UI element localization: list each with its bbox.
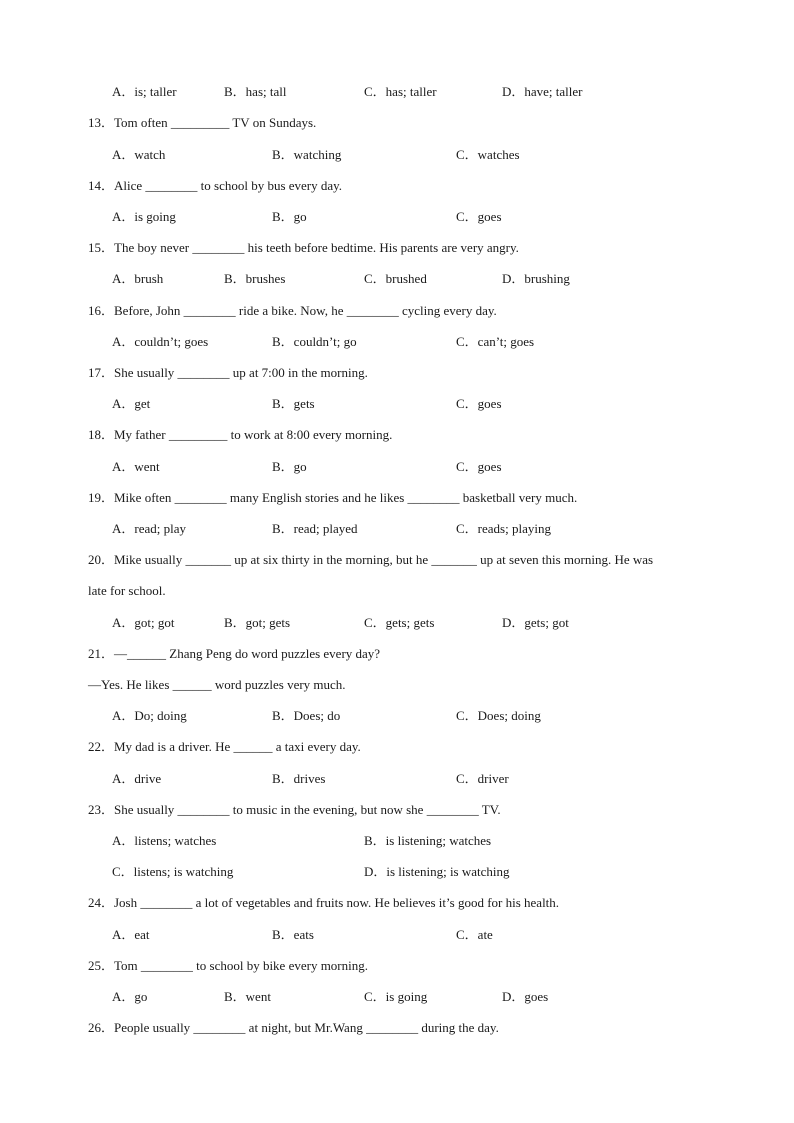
q15-option-a[interactable]: A．brush [112, 271, 164, 286]
q13-option-a[interactable]: A．watch [112, 147, 166, 162]
q19-option-b[interactable]: B．read; played [272, 521, 358, 536]
q19-stem: 19．Mike often ________ many English stories and he likes ________ basketball very much. [88, 490, 578, 505]
q16-option-b[interactable]: B．couldn’t; go [272, 334, 357, 349]
q21-stem-reply: —Yes. He likes ______ word puzzles very much. [88, 677, 346, 692]
q17-option-c[interactable]: C．goes [456, 396, 502, 411]
q23-stem: 23．She usually ________ to music in the evening, but now she ________ TV. [88, 802, 501, 817]
q16-stem: 16．Before, John ________ ride a bike. Now, he ________ cycling every day. [88, 303, 497, 318]
q20-stem-continued: late for school. [88, 583, 166, 598]
q23-option-d[interactable]: D．is listening; is watching [364, 864, 510, 879]
q18-stem: 18．My father _________ to work at 8:00 every morning. [88, 427, 393, 442]
q20-option-a[interactable]: A．got; got [112, 615, 175, 630]
q25-option-d[interactable]: D．goes [502, 989, 549, 1004]
q20-option-c[interactable]: C．gets; gets [364, 615, 435, 630]
q24-option-c[interactable]: C．ate [456, 927, 493, 942]
q26-stem: 26．People usually ________ at night, but Mr.Wang ________ during the day. [88, 1020, 499, 1035]
q15-option-c[interactable]: C．brushed [364, 271, 427, 286]
q17-stem: 17．She usually ________ up at 7:00 in the morning. [88, 365, 368, 380]
q14-option-b[interactable]: B．go [272, 209, 307, 224]
q14-option-a[interactable]: A．is going [112, 209, 176, 224]
q25-stem: 25．Tom ________ to school by bike every morning. [88, 958, 369, 973]
q25-option-c[interactable]: C．is going [364, 989, 428, 1004]
q13-stem: 13．Tom often _________ TV on Sundays. [88, 115, 317, 130]
q12-option-c[interactable]: C．has; taller [364, 84, 437, 99]
q16-option-c[interactable]: C．can’t; goes [456, 334, 535, 349]
q22-option-c[interactable]: C．driver [456, 771, 509, 786]
q22-option-a[interactable]: A．drive [112, 771, 162, 786]
q19-option-a[interactable]: A．read; play [112, 521, 187, 536]
q15-option-d[interactable]: D．brushing [502, 271, 570, 286]
q15-option-b[interactable]: B．brushes [224, 271, 286, 286]
q13-option-c[interactable]: C．watches [456, 147, 520, 162]
q12-option-d[interactable]: D．have; taller [502, 84, 583, 99]
q23-option-c[interactable]: C．listens; is watching [112, 864, 234, 879]
q21-option-c[interactable]: C．Does; doing [456, 708, 541, 723]
q22-stem: 22．My dad is a driver. He ______ a taxi every day. [88, 739, 361, 754]
q13-option-b[interactable]: B．watching [272, 147, 342, 162]
q20-option-d[interactable]: D．gets; got [502, 615, 569, 630]
q17-option-a[interactable]: A．get [112, 396, 151, 411]
q22-option-b[interactable]: B．drives [272, 771, 326, 786]
q18-option-a[interactable]: A．went [112, 459, 160, 474]
q24-stem: 24．Josh ________ a lot of vegetables and fruits now. He believes it’s good for his health. [88, 895, 560, 910]
q25-option-a[interactable]: A．go [112, 989, 148, 1004]
q19-option-c[interactable]: C．reads; playing [456, 521, 551, 536]
q12-option-b[interactable]: B．has; tall [224, 84, 287, 99]
q18-option-b[interactable]: B．go [272, 459, 307, 474]
q24-option-a[interactable]: A．eat [112, 927, 150, 942]
q16-option-a[interactable]: A．couldn’t; goes [112, 334, 209, 349]
q12-option-a[interactable]: A．is; taller [112, 84, 177, 99]
q21-option-a[interactable]: A．Do; doing [112, 708, 187, 723]
q15-stem: 15．The boy never ________ his teeth before bedtime. His parents are very angry. [88, 240, 519, 255]
q21-stem: 21．—______ Zhang Peng do word puzzles every day? [88, 646, 381, 661]
q20-stem: 20．Mike usually _______ up at six thirty in the morning, but he _______ up at seven this morning. He was [88, 552, 654, 567]
q23-option-b[interactable]: B．is listening; watches [364, 833, 492, 848]
q20-option-b[interactable]: B．got; gets [224, 615, 291, 630]
q18-option-c[interactable]: C．goes [456, 459, 502, 474]
q25-option-b[interactable]: B．went [224, 989, 271, 1004]
q14-option-c[interactable]: C．goes [456, 209, 502, 224]
q17-option-b[interactable]: B．gets [272, 396, 315, 411]
q14-stem: 14．Alice ________ to school by bus every day. [88, 178, 343, 193]
q23-option-a[interactable]: A．listens; watches [112, 833, 217, 848]
q21-option-b[interactable]: B．Does; do [272, 708, 341, 723]
q24-option-b[interactable]: B．eats [272, 927, 314, 942]
